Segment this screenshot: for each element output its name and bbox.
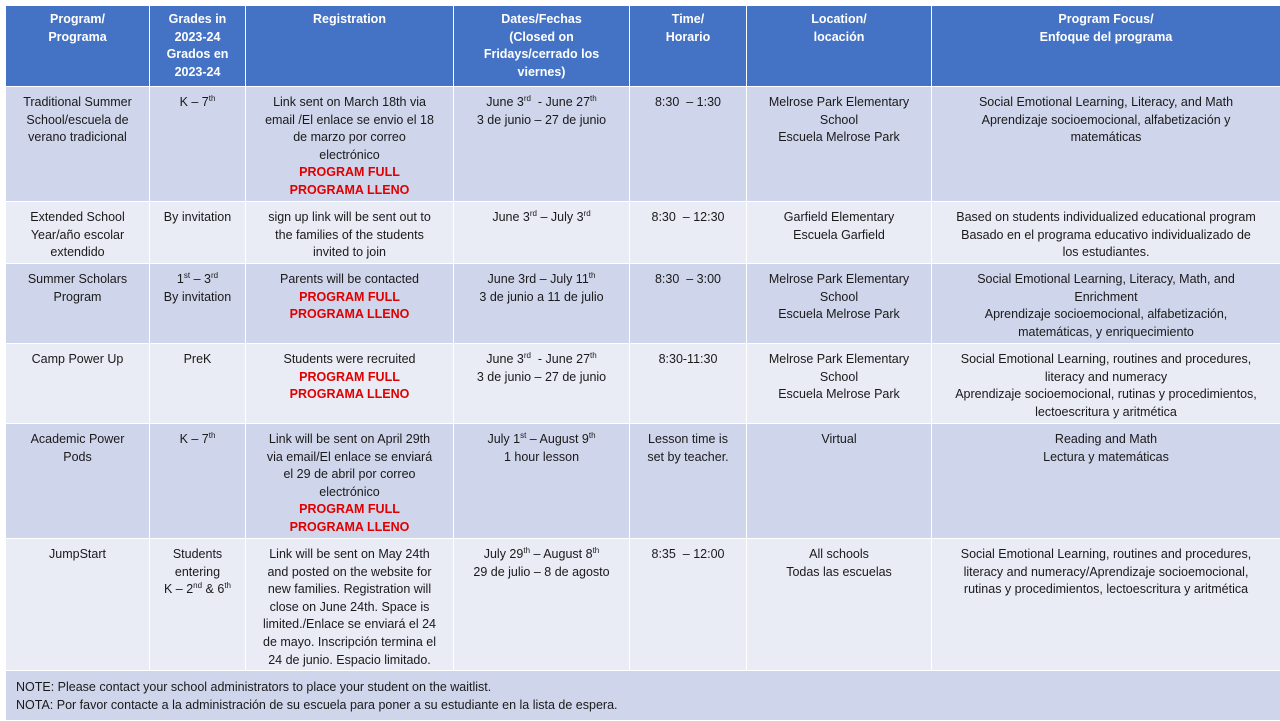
- table-row: [6, 264, 1280, 344]
- grades-cell: PreK: [150, 344, 246, 424]
- focus-cell: Reading and Math Lectura y matemáticas: [932, 424, 1280, 539]
- dates-cell: June 3rd - June 27th 3 de junio – 27 de junio: [454, 87, 630, 202]
- focus-cell: Based on students individualized educational program Basado en el programa educativo individualizado de los estudiantes.: [932, 202, 1280, 264]
- time-cell: 8:30 – 12:30: [630, 202, 747, 264]
- dates-cell: July 1st – August 9th 1 hour lesson: [454, 424, 630, 539]
- time-cell: 8:30 – 1:30: [630, 87, 747, 202]
- program-full-label: PROGRAM FULL: [250, 289, 449, 307]
- registration-cell: Link will be sent on May 24th and posted on the website for new families. Registration will close on June 24th. Space is limited./Enlace se enviará el 24 de mayo. Inscripción termina el 24 de junio. Espacio limitado.: [246, 539, 454, 671]
- table-row: [6, 202, 1280, 264]
- program-full-label: PROGRAM FULL: [250, 501, 449, 519]
- waitlist-note: NOTE: Please contact your school administrators to place your student on the waitlist. NOTA: Por favor contacte a la administración de su escuela para poner a su estudiante en la lista de espera.: [6, 671, 1280, 721]
- program-full-label-es: PROGRAMA LLENO: [250, 306, 449, 324]
- table-row: [6, 87, 1280, 202]
- focus-cell: Social Emotional Learning, routines and procedures, literacy and numeracy Aprendizaje socioemocional, rutinas y procedimientos, lectoescritura y aritmética: [932, 344, 1280, 424]
- header-dates: Dates/Fechas (Closed on Fridays/cerrado los viernes): [454, 6, 630, 87]
- grades-cell: K – 7th: [150, 87, 246, 202]
- program-full-label-es: PROGRAMA LLENO: [250, 386, 449, 404]
- dates-cell: June 3rd – July 3rd: [454, 202, 630, 264]
- focus-cell: Social Emotional Learning, Literacy, Math, and Enrichment Aprendizaje socioemocional, alfabetización, matemáticas, y enriquecimiento: [932, 264, 1280, 344]
- time-cell: 8:35 – 12:00: [630, 539, 747, 671]
- program-full-label-es: PROGRAMA LLENO: [250, 519, 449, 537]
- time-cell: Lesson time is set by teacher.: [630, 424, 747, 539]
- registration-cell: Link will be sent on April 29th via email/El enlace se enviará el 29 de abril por correo electrónico PROGRAM FULL PROGRAMA LLENO: [246, 424, 454, 539]
- dates-cell: July 29th – August 8th 29 de julio – 8 de agosto: [454, 539, 630, 671]
- location-cell: Virtual: [747, 424, 932, 539]
- program-cell: Traditional Summer School/escuela de verano tradicional: [6, 87, 150, 202]
- program-cell: Academic Power Pods: [6, 424, 150, 539]
- program-cell: Summer Scholars Program: [6, 264, 150, 344]
- header-registration: Registration: [246, 6, 454, 87]
- program-cell: JumpStart: [6, 539, 150, 671]
- dates-cell: June 3rd – July 11th 3 de junio a 11 de julio: [454, 264, 630, 344]
- program-cell: Extended School Year/año escolar extendido: [6, 202, 150, 264]
- table-row: [6, 539, 1280, 671]
- grades-cell: 1st – 3rd By invitation: [150, 264, 246, 344]
- focus-cell: Social Emotional Learning, Literacy, and Math Aprendizaje socioemocional, alfabetización y matemáticas: [932, 87, 1280, 202]
- program-full-label: PROGRAM FULL: [250, 369, 449, 387]
- table-row: [6, 424, 1280, 539]
- grades-cell: K – 7th: [150, 424, 246, 539]
- dates-cell: June 3rd - June 27th 3 de junio – 27 de junio: [454, 344, 630, 424]
- focus-cell: Social Emotional Learning, routines and procedures, literacy and numeracy/Aprendizaje socioemocional, rutinas y procedimientos, lectoescritura y aritmética: [932, 539, 1280, 671]
- location-cell: Garfield Elementary Escuela Garfield: [747, 202, 932, 264]
- registration-cell: Students were recruited PROGRAM FULL PROGRAMA LLENO: [246, 344, 454, 424]
- location-cell: Melrose Park Elementary School Escuela Melrose Park: [747, 87, 932, 202]
- header-time: Time/ Horario: [630, 6, 747, 87]
- registration-cell: Parents will be contacted PROGRAM FULL PROGRAMA LLENO: [246, 264, 454, 344]
- grades-cell: Students entering K – 2nd & 6th: [150, 539, 246, 671]
- time-cell: 8:30-11:30: [630, 344, 747, 424]
- header-program: Program/ Programa: [6, 6, 150, 87]
- location-cell: Melrose Park Elementary School Escuela Melrose Park: [747, 344, 932, 424]
- program-full-label: PROGRAM FULL: [250, 164, 449, 182]
- time-cell: 8:30 – 3:00: [630, 264, 747, 344]
- grades-cell: By invitation: [150, 202, 246, 264]
- header-location: Location/ locación: [747, 6, 932, 87]
- header-row: [6, 6, 1280, 87]
- location-cell: Melrose Park Elementary School Escuela Melrose Park: [747, 264, 932, 344]
- program-full-label-es: PROGRAMA LLENO: [250, 182, 449, 200]
- table-row: [6, 344, 1280, 424]
- note-row: [6, 671, 1280, 721]
- registration-cell: Link sent on March 18th via email /El enlace se envio el 18 de marzo por correo electrónico PROGRAM FULL PROGRAMA LLENO: [246, 87, 454, 202]
- registration-cell: sign up link will be sent out to the families of the students invited to join: [246, 202, 454, 264]
- summer-programs-table: [5, 5, 1280, 721]
- header-focus: Program Focus/ Enfoque del programa: [932, 6, 1280, 87]
- location-cell: All schools Todas las escuelas: [747, 539, 932, 671]
- header-grades: Grades in 2023-24 Grados en 2023-24: [150, 6, 246, 87]
- program-cell: Camp Power Up: [6, 344, 150, 424]
